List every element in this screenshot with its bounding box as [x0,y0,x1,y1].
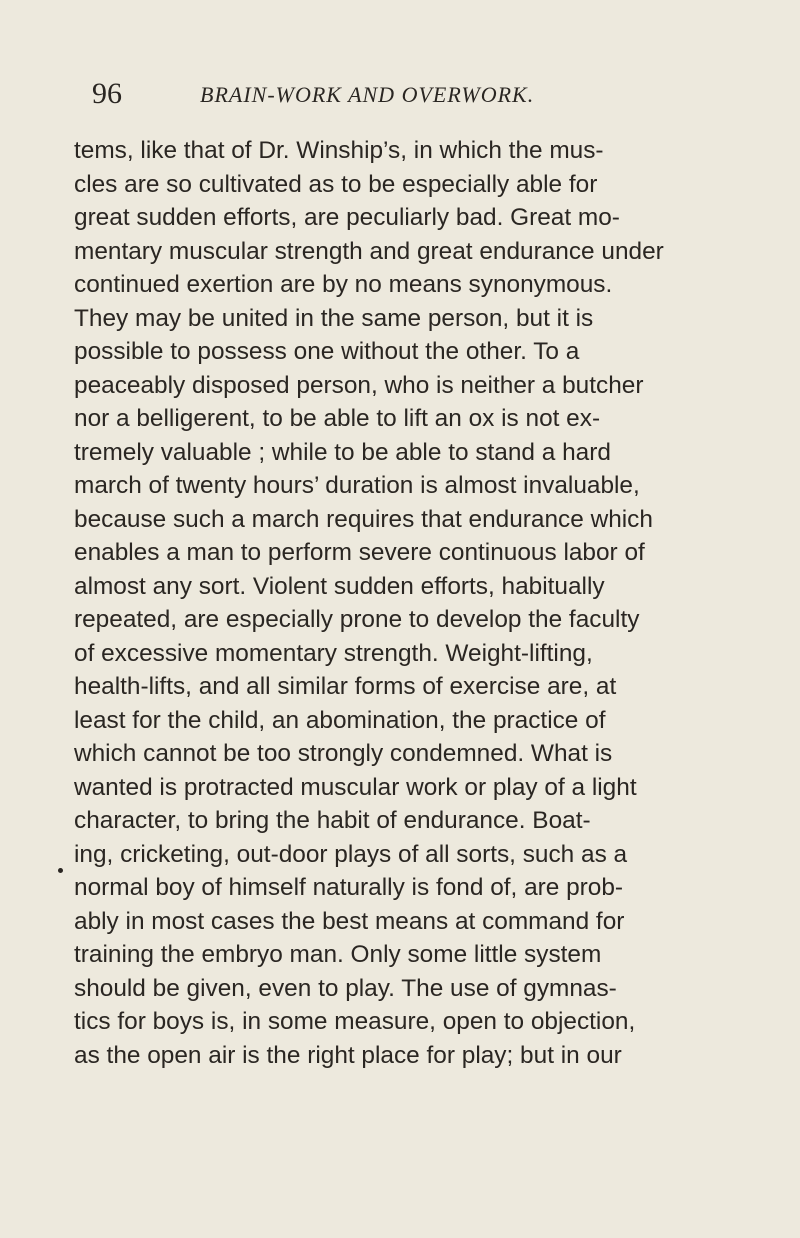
text-line: tics for boys is, in some measure, open to objection, [74,1008,636,1035]
text-line: normal boy of himself naturally is fond of, are prob- [74,874,624,901]
running-head-title: BRAIN-WORK AND OVERWORK. [200,82,535,107]
text-line: mentary muscular strength and great endurance under [74,237,664,265]
text-line: health-lifts, and all similar forms of exercise are, at [74,673,617,700]
text-line: great sudden efforts, are peculiarly bad. Great mo- [74,204,620,231]
text-line: of excessive momentary strength. Weight-lifting, [74,639,593,667]
text-line: tremely valuable ; while to be able to stand a hard [74,438,611,466]
text-line: tems, like that of Dr. Winship’s, in which the mus- [74,137,604,164]
text-line: repeated, are especially prone to develop the faculty [74,606,640,633]
running-head [92,74,752,114]
text-line: cles are so cultivated as to be especially able for [74,170,598,198]
text-line: as the open air is the right place for play; but in our [74,1041,622,1069]
text-line: They may be united in the same person, but it is [74,304,594,332]
text-line: ably in most cases the best means at command for [74,907,625,935]
text-line: almost any sort. Violent sudden efforts, habitually [74,572,605,600]
text-line: enables a man to perform severe continuous labor of [74,539,645,566]
margin-dot [58,868,63,873]
text-line: should be given, even to play. The use of gymnas- [74,974,617,1002]
text-line: training the embryo man. Only some little system [74,941,602,968]
text-line: peaceably disposed person, who is neither a butcher [74,371,644,399]
text-line: wanted is protracted muscular work or play of a light [74,773,637,801]
text-line: because such a march requires that endurance which [74,505,653,533]
text-line: march of twenty hours’ duration is almost invaluable, [74,472,640,499]
text-line: possible to possess one without the other. To a [74,338,580,365]
text-line: character, to bring the habit of endurance. Boat- [74,807,591,834]
text-line: nor a belligerent, to be able to lift an ox is not ex- [74,405,601,432]
body-text [74,134,754,1072]
text-line: which cannot be too strongly condemned. What is [74,740,613,767]
text-line: continued exertion are by no means synonymous. [74,271,613,298]
text-line: ing, cricketing, out-door plays of all sorts, such as a [74,840,628,868]
text-line: least for the child, an abomination, the practice of [74,706,606,734]
page-number: 96 [92,77,122,110]
